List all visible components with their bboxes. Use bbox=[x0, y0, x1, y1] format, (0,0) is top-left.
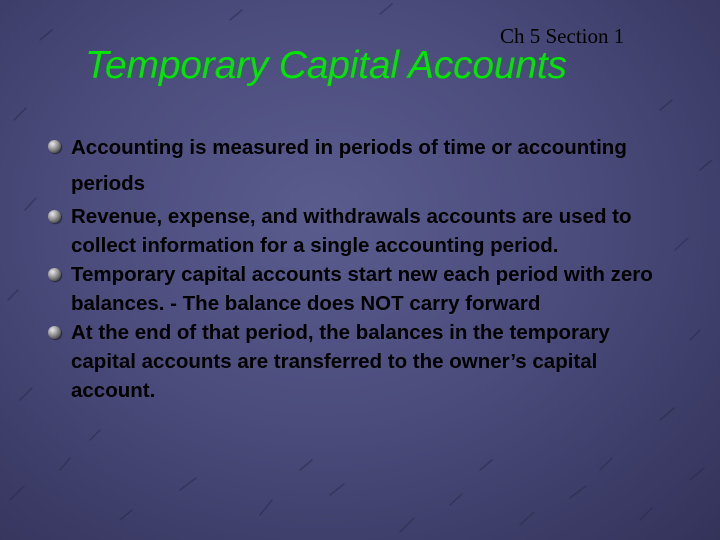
bullet-item bbox=[48, 130, 658, 202]
bullet-text: Revenue, expense, and withdrawals accounts are used to collect information for a single accounting period. bbox=[71, 205, 632, 257]
slide-title: Temporary Capital Accounts bbox=[85, 44, 567, 87]
bullet-text: Temporary capital accounts start new each period with zero balances. - The balance does NOT carry forward bbox=[71, 263, 653, 315]
sphere-bullet-icon bbox=[48, 326, 61, 339]
sphere-bullet-icon bbox=[48, 268, 61, 281]
bullet-text: At the end of that period, the balances in the temporary capital accounts are transferred to the owner’s capital account. bbox=[71, 321, 610, 402]
sphere-bullet-icon bbox=[48, 210, 61, 223]
section-label: Ch 5 Section 1 bbox=[500, 24, 625, 48]
sphere-bullet-icon bbox=[48, 140, 61, 153]
bullet-item bbox=[48, 202, 658, 260]
bullet-list bbox=[48, 130, 658, 405]
bullet-item bbox=[48, 260, 658, 318]
bullet-text: Accounting is measured in periods of time or accounting periods bbox=[71, 136, 627, 195]
bullet-item bbox=[48, 318, 658, 405]
